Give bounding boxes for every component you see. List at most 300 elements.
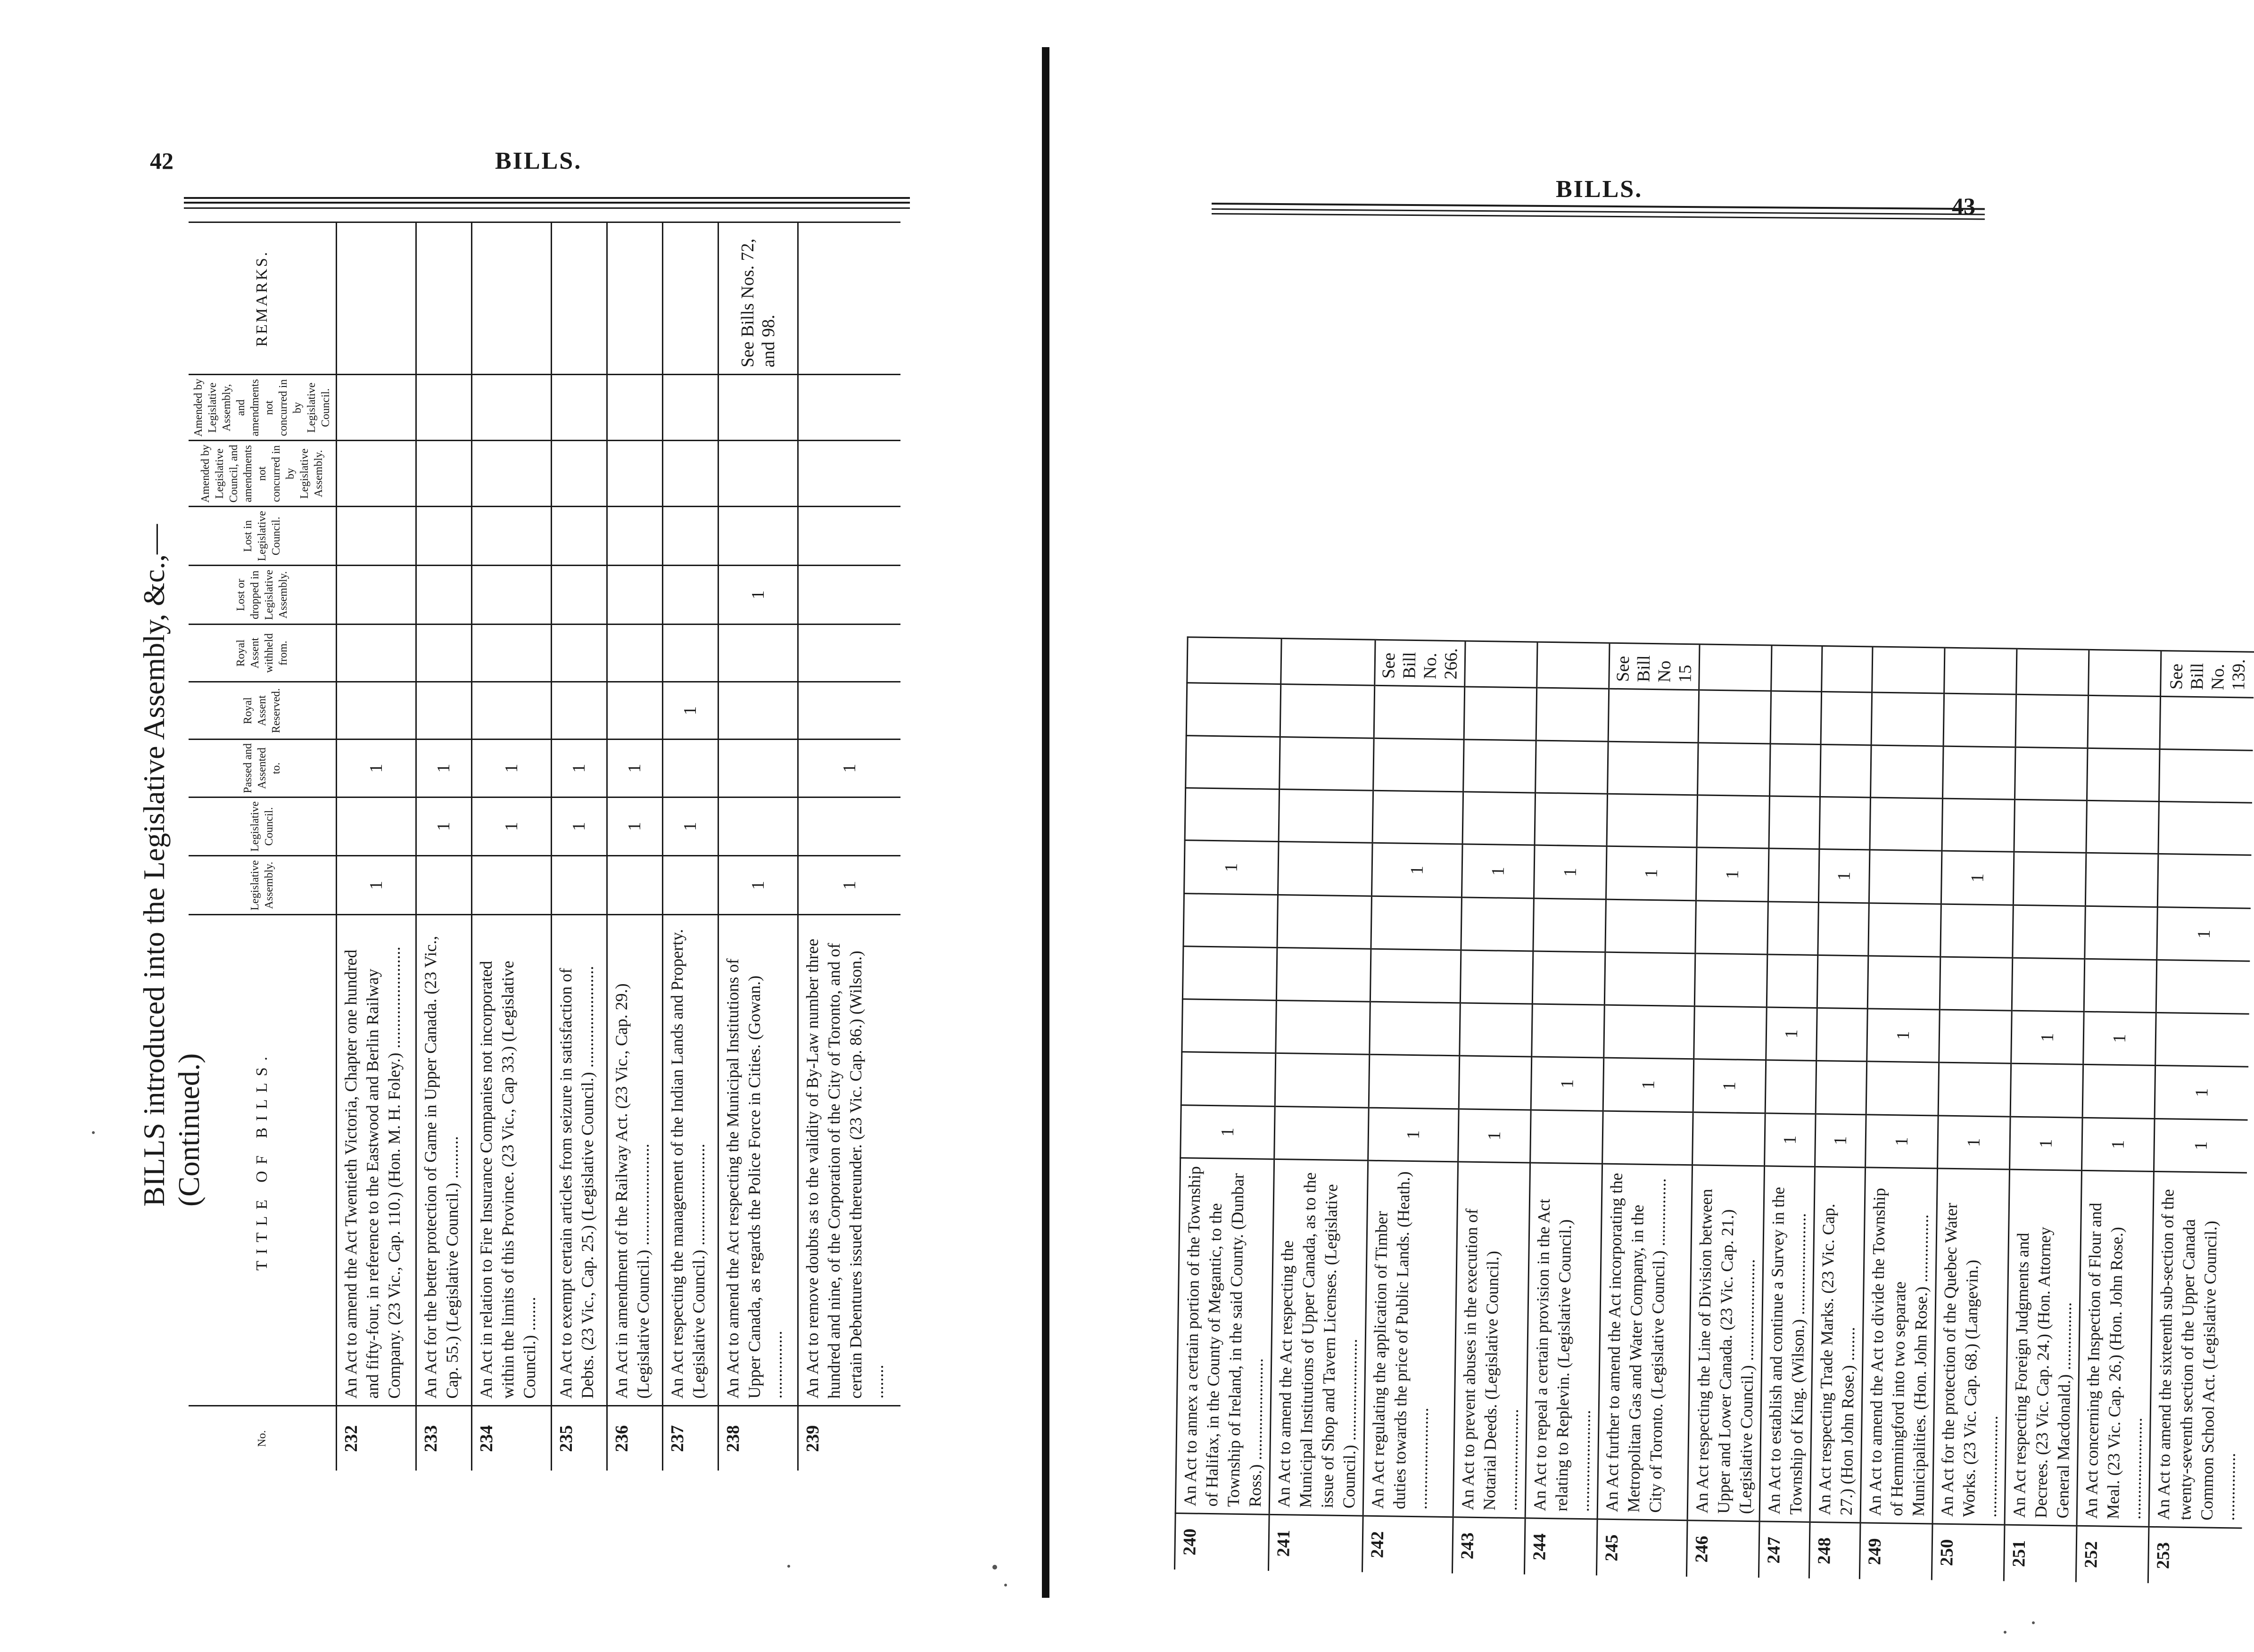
mark-assembly: 1 bbox=[2154, 1118, 2247, 1173]
mark-passed bbox=[718, 740, 798, 797]
mark-council bbox=[1866, 1061, 1939, 1116]
mark-lost-council bbox=[471, 507, 551, 566]
mark-assembly: 1 bbox=[1368, 1108, 1459, 1162]
bill-title: An Act to amend the Act Twentieth Victoria, Chapter one hundred and fifty-four, in reference to the Eastwood and Berlin Railway Company. (23 Vic., Cap. 110.) (Hon. M. H. Foley.) ........................ bbox=[337, 915, 416, 1406]
remarks: See Bill No. 266. bbox=[1375, 640, 1465, 687]
mark-lost-council bbox=[1607, 794, 1698, 847]
mark-withheld bbox=[2013, 905, 2086, 959]
table-row bbox=[718, 222, 798, 1471]
mark-reserved bbox=[1532, 951, 1605, 1004]
mark-assembly: 1 bbox=[2082, 1118, 2155, 1172]
bill-number: 238 bbox=[718, 1406, 798, 1471]
table-row bbox=[662, 222, 718, 1471]
header-rule bbox=[184, 207, 910, 209]
mark-amended-assembly bbox=[2160, 697, 2254, 750]
mark-reserved bbox=[2084, 959, 2157, 1012]
mark-lost-assembly bbox=[551, 566, 607, 625]
bill-number: 252 bbox=[2076, 1526, 2149, 1583]
bill-number: 242 bbox=[1362, 1516, 1453, 1573]
bills-table-left bbox=[189, 222, 900, 1471]
remarks bbox=[1537, 642, 1610, 689]
mark-passed: 1 bbox=[471, 740, 551, 797]
mark-passed bbox=[662, 740, 718, 797]
mark-reserved bbox=[1604, 953, 1695, 1006]
mark-assembly: 1 bbox=[1765, 1113, 1816, 1167]
mark-amended-council bbox=[1536, 740, 1609, 794]
mark-council: 1 bbox=[1693, 1059, 1766, 1113]
col-header-passed: Passed and Assented to. bbox=[189, 740, 337, 797]
mark-council: 1 bbox=[551, 797, 607, 856]
mark-amended-council bbox=[1373, 738, 1464, 792]
mark-withheld bbox=[1767, 902, 1819, 955]
mark-lost-council bbox=[1942, 798, 2015, 852]
mark-council bbox=[1275, 1053, 1370, 1108]
mark-amended-council bbox=[2087, 748, 2160, 801]
mark-amended-council bbox=[1280, 737, 1374, 790]
mark-assembly: 1 bbox=[1815, 1114, 1866, 1167]
bill-title: An Act respecting the Line of Division between Upper and Lower Canada. (23 Vic. Cap. 21.) (Legislative Council.) ........................ bbox=[1687, 1165, 1765, 1521]
mark-passed bbox=[1939, 1010, 2012, 1064]
mark-amended-assembly bbox=[798, 375, 900, 441]
mark-amended-assembly bbox=[718, 375, 798, 441]
bill-number: 237 bbox=[662, 1406, 718, 1471]
remarks: See Bills Nos. 72, and 98. bbox=[718, 222, 798, 375]
bill-number: 233 bbox=[416, 1406, 471, 1471]
mark-amended-council bbox=[662, 441, 718, 507]
mark-amended-assembly bbox=[2088, 696, 2161, 749]
bill-number: 239 bbox=[798, 1406, 900, 1471]
mark-passed: 1 bbox=[551, 740, 607, 797]
mark-amended-council bbox=[1871, 745, 1944, 798]
mark-amended-assembly bbox=[607, 375, 662, 441]
mark-lost-assembly bbox=[1278, 842, 1373, 896]
mark-amended-council bbox=[1463, 740, 1536, 793]
mark-amended-assembly bbox=[1871, 692, 1944, 746]
mark-amended-assembly bbox=[1770, 691, 1822, 745]
bill-number: 250 bbox=[1932, 1524, 2005, 1581]
mark-council bbox=[798, 797, 900, 856]
scan-speck bbox=[2032, 1621, 2035, 1624]
remarks bbox=[471, 222, 551, 375]
mark-passed bbox=[1604, 1005, 1695, 1059]
mark-lost-assembly bbox=[416, 566, 471, 625]
table-row bbox=[798, 222, 900, 1471]
mark-council bbox=[1369, 1054, 1460, 1109]
mark-lost-assembly bbox=[1768, 848, 1819, 902]
remarks bbox=[337, 222, 416, 375]
mark-council: 1 bbox=[1531, 1057, 1604, 1111]
remarks bbox=[662, 222, 718, 375]
col-header-remarks: REMARKS. bbox=[189, 222, 337, 375]
mark-amended-council bbox=[607, 441, 662, 507]
mark-lost-assembly bbox=[607, 566, 662, 625]
mark-assembly: 1 bbox=[798, 856, 900, 915]
mark-lost-council bbox=[2158, 802, 2252, 855]
scan-speck bbox=[787, 1565, 790, 1568]
mark-lost-assembly bbox=[798, 566, 900, 625]
mark-withheld bbox=[1818, 902, 1869, 956]
mark-amended-assembly bbox=[1464, 687, 1537, 740]
col-header-lost-assembly: Lost or dropped in Legislative Assembly. bbox=[189, 566, 337, 625]
mark-withheld bbox=[2085, 906, 2158, 960]
mark-passed bbox=[1182, 999, 1277, 1053]
table-row bbox=[1174, 637, 1281, 1571]
table-row bbox=[1268, 638, 1375, 1572]
mark-lost-council bbox=[1279, 789, 1373, 843]
remarks bbox=[2016, 649, 2089, 696]
mark-amended-assembly bbox=[1943, 694, 2016, 747]
table-row bbox=[2076, 649, 2161, 1583]
mark-amended-assembly bbox=[551, 375, 607, 441]
mark-council: 1 bbox=[1603, 1058, 1694, 1112]
bill-title: An Act to remove doubts as to the validity of By-Law number three hundred and nine, of the Corporation of the City of Toronto, and of certain Debentures issued thereunder. (23 Vic. Cap. 86.) (Wilson.) ........ bbox=[798, 915, 900, 1406]
mark-reserved bbox=[1817, 955, 1868, 1009]
mark-withheld bbox=[416, 625, 471, 682]
bill-number: 245 bbox=[1596, 1519, 1687, 1577]
mark-passed bbox=[1694, 1006, 1767, 1060]
mark-passed: 1 bbox=[607, 740, 662, 797]
mark-passed bbox=[1816, 1008, 1868, 1061]
table-row bbox=[1524, 642, 1610, 1575]
col-header-title: TITLE OF BILLS. bbox=[189, 915, 337, 1406]
table-row bbox=[1686, 644, 1772, 1578]
table-row bbox=[2148, 651, 2254, 1585]
bill-number: 241 bbox=[1268, 1515, 1363, 1572]
col-header-council: Legislative Council. bbox=[189, 797, 337, 856]
mark-lost-assembly bbox=[1869, 850, 1942, 904]
bill-title: An Act respecting Trade Marks. (23 Vic. Cap. 27.) (Hon John Rose.) ........ bbox=[1810, 1167, 1866, 1523]
col-header-assembly: Legislative Assembly. bbox=[189, 856, 337, 915]
mark-passed: 1 bbox=[2083, 1011, 2156, 1066]
mark-council bbox=[2010, 1063, 2083, 1118]
mark-assembly bbox=[1693, 1112, 1766, 1166]
page-number: 42 bbox=[150, 148, 173, 174]
mark-lost-council bbox=[2086, 800, 2159, 854]
bill-number: 244 bbox=[1524, 1518, 1597, 1575]
col-header-no: No. bbox=[189, 1406, 337, 1471]
bill-title: An Act concerning the Inspection of Flour and Meal. (23 Vic. Cap. 26.) (Hon. John Rose.) ........................ bbox=[2077, 1171, 2154, 1527]
mark-reserved bbox=[1276, 948, 1371, 1002]
mark-lost-council bbox=[1535, 793, 1608, 846]
mark-passed bbox=[2155, 1012, 2249, 1067]
mark-amended-council bbox=[1942, 746, 2015, 799]
mark-assembly: 1 bbox=[337, 856, 416, 915]
mark-amended-assembly bbox=[471, 375, 551, 441]
mark-amended-assembly bbox=[1698, 690, 1771, 743]
remarks: See Bill No. 139. bbox=[2161, 651, 2254, 698]
mark-lost-assembly bbox=[2085, 853, 2158, 907]
mark-passed: 1 bbox=[337, 740, 416, 797]
mark-reserved bbox=[2012, 958, 2085, 1011]
mark-withheld bbox=[718, 625, 798, 682]
mark-lost-council bbox=[1769, 796, 1820, 849]
mark-assembly bbox=[607, 856, 662, 915]
mark-council bbox=[1181, 1052, 1276, 1106]
mark-amended-assembly bbox=[337, 375, 416, 441]
bill-title: An Act for the better protection of Game in Upper Canada. (23 Vic., Cap. 55.) (Legislative Council.) .......... bbox=[416, 915, 471, 1406]
remarks bbox=[1771, 645, 1822, 692]
mark-reserved bbox=[718, 682, 798, 740]
mark-amended-council bbox=[2015, 747, 2088, 800]
mark-amended-council bbox=[1770, 744, 1821, 797]
mark-amended-council bbox=[2159, 749, 2253, 803]
mark-assembly: 1 bbox=[1938, 1116, 2011, 1170]
mark-amended-council bbox=[1698, 743, 1771, 796]
mark-passed: 1 bbox=[416, 740, 471, 797]
col-header-amended-council: Amended by Legislative Council, and amendments not concurred in by Legislative Assembly. bbox=[189, 441, 337, 507]
remarks bbox=[1944, 648, 2017, 695]
mark-reserved bbox=[1767, 954, 1818, 1008]
bill-title: An Act to exempt certain articles from seizure in satisfaction of Debts. (23 Vic., Cap. 25.) (Legislative Council.) ........................ bbox=[551, 915, 607, 1406]
bill-number: 248 bbox=[1809, 1522, 1860, 1579]
mark-assembly bbox=[1530, 1110, 1603, 1164]
mark-lost-council bbox=[718, 507, 798, 566]
running-head: BILLS. bbox=[495, 148, 582, 174]
mark-lost-assembly: 1 bbox=[1696, 847, 1769, 902]
mark-lost-council bbox=[2014, 799, 2087, 853]
table-row bbox=[337, 222, 416, 1471]
bill-number: 234 bbox=[471, 1406, 551, 1471]
mark-passed: 1 bbox=[2011, 1011, 2084, 1065]
bill-number: 247 bbox=[1759, 1521, 1810, 1578]
mark-withheld bbox=[1461, 897, 1534, 952]
mark-assembly: 1 bbox=[1181, 1105, 1275, 1159]
bills-table-right bbox=[1174, 636, 2254, 1584]
mark-amended-assembly bbox=[1280, 684, 1375, 738]
table-row bbox=[416, 222, 471, 1471]
mark-amended-council bbox=[1186, 736, 1280, 789]
page-spine bbox=[1042, 47, 1049, 1598]
mark-lost-assembly: 1 bbox=[1371, 843, 1462, 897]
mark-amended-council bbox=[471, 441, 551, 507]
mark-reserved bbox=[1940, 957, 2013, 1010]
table-row bbox=[1452, 641, 1537, 1574]
remarks bbox=[1281, 638, 1375, 685]
mark-passed: 1 bbox=[1766, 1007, 1817, 1061]
mark-lost-assembly: 1 bbox=[1184, 840, 1279, 895]
mark-lost-assembly: 1 bbox=[1606, 846, 1697, 900]
bill-title: An Act in amendment of the Railway Act. (23 Vic., Cap. 29.) (Legislative Council.) ........................ bbox=[607, 915, 662, 1406]
mark-amended-council bbox=[551, 441, 607, 507]
col-header-amended-assembly: Amended by Legislative Assembly, and amendments not concurred in by Legislative Council. bbox=[189, 375, 337, 441]
mark-lost-council bbox=[1462, 792, 1536, 845]
remarks bbox=[1872, 647, 1945, 694]
table-row bbox=[2004, 649, 2089, 1582]
mark-amended-council bbox=[337, 441, 416, 507]
bill-title: An Act to repeal a certain provision in the Act relating to Replevin. (Legislative Council.) ........................ bbox=[1525, 1163, 1602, 1519]
mark-council bbox=[1938, 1062, 2011, 1117]
mark-withheld bbox=[1605, 899, 1696, 953]
table-row bbox=[471, 222, 551, 1471]
mark-withheld bbox=[1533, 898, 1606, 953]
col-header-withheld: Royal Assent withheld from. bbox=[189, 625, 337, 682]
mark-lost-assembly bbox=[2157, 854, 2251, 908]
mark-lost-council bbox=[1185, 788, 1280, 842]
mark-council bbox=[718, 797, 798, 856]
remarks bbox=[1465, 641, 1537, 688]
bill-number: 249 bbox=[1859, 1523, 1932, 1580]
mark-assembly: 1 bbox=[1866, 1115, 1939, 1169]
mark-lost-council bbox=[607, 507, 662, 566]
mark-amended-assembly bbox=[2015, 695, 2089, 748]
col-header-lost-council: Lost in Legislative Council. bbox=[189, 507, 337, 566]
mark-reserved bbox=[607, 682, 662, 740]
bill-number: 251 bbox=[2004, 1525, 2077, 1582]
mark-amended-assembly bbox=[416, 375, 471, 441]
remarks bbox=[607, 222, 662, 375]
mark-reserved bbox=[416, 682, 471, 740]
mark-withheld bbox=[337, 625, 416, 682]
mark-passed: 1 bbox=[798, 740, 900, 797]
mark-passed: 1 bbox=[1867, 1009, 1940, 1063]
bill-number: 243 bbox=[1452, 1517, 1525, 1574]
bill-title: An Act further to amend the Act incorporating the Metropolitan Gas and Water Company, in the City of Toronto. (Legislative Council.) ................ bbox=[1597, 1164, 1693, 1520]
bill-title: An Act to amend the sixteenth sub-section of the twenty-seventh section of the Upper Canada Common School Act. (Legislative Council.) ................ bbox=[2149, 1172, 2247, 1529]
mark-reserved: 1 bbox=[662, 682, 718, 740]
mark-withheld bbox=[1695, 901, 1768, 955]
table-row bbox=[1596, 643, 1700, 1577]
table-row bbox=[551, 222, 607, 1471]
mark-amended-assembly bbox=[1186, 683, 1281, 737]
mark-amended-council bbox=[718, 441, 798, 507]
mark-withheld bbox=[662, 625, 718, 682]
mark-amended-assembly bbox=[1821, 692, 1872, 745]
mark-passed bbox=[1276, 1000, 1371, 1054]
bill-number: 236 bbox=[607, 1406, 662, 1471]
bill-title: An Act to annex a certain portion of the Township of Halifax, in the County of Megantic, to the Township of Ireland, in the said County. (Dunbar Ross.) ........................ bbox=[1175, 1158, 1274, 1515]
col-header-reserved: Royal Assent Reserved. bbox=[189, 682, 337, 740]
mark-assembly: 1 bbox=[718, 856, 798, 915]
mark-withheld bbox=[1940, 904, 2014, 958]
mark-assembly bbox=[471, 856, 551, 915]
mark-reserved bbox=[551, 682, 607, 740]
scan-speck bbox=[92, 1131, 95, 1134]
table-row bbox=[1932, 648, 2017, 1581]
mark-amended-assembly bbox=[1608, 689, 1699, 743]
remarks bbox=[2089, 649, 2161, 697]
mark-lost-assembly bbox=[337, 566, 416, 625]
mark-assembly: 1 bbox=[2010, 1117, 2083, 1171]
mark-reserved bbox=[1694, 953, 1767, 1007]
table-row bbox=[1859, 647, 1945, 1580]
mark-reserved bbox=[1867, 956, 1940, 1009]
bill-title: An Act to prevent abuses in the execution of Notarial Deeds. (Legislative Council.) ........................ bbox=[1453, 1162, 1530, 1518]
mark-assembly bbox=[416, 856, 471, 915]
mark-assembly bbox=[551, 856, 607, 915]
mark-lost-council bbox=[1870, 797, 1943, 851]
mark-withheld bbox=[1277, 895, 1372, 949]
bill-title: An Act to amend the Act to divide the Township of Hemmingford into two separate Municipalities. (Hon. John Rose.) ................ bbox=[1860, 1167, 1938, 1524]
remarks bbox=[798, 222, 900, 375]
running-head: BILLS. bbox=[1556, 176, 1643, 203]
mark-withheld bbox=[551, 625, 607, 682]
mark-council bbox=[337, 797, 416, 856]
mark-lost-assembly bbox=[662, 566, 718, 625]
remarks: See Bill No 15 bbox=[1609, 643, 1700, 690]
mark-lost-assembly: 1 bbox=[1941, 851, 2014, 905]
mark-amended-assembly bbox=[662, 375, 718, 441]
mark-withheld: 1 bbox=[2157, 907, 2251, 961]
remarks bbox=[416, 222, 471, 375]
bill-title: An Act respecting Foreign Judgments and Decrees. (23 Vic. Cap. 24.) (Hon. Attorney General Macdonald.) ................ bbox=[2005, 1169, 2082, 1526]
header-rule bbox=[184, 202, 910, 204]
mark-assembly: 1 bbox=[1458, 1109, 1531, 1163]
mark-lost-council bbox=[798, 507, 900, 566]
mark-lost-council bbox=[551, 507, 607, 566]
table-row bbox=[607, 222, 662, 1471]
mark-passed bbox=[1460, 1003, 1533, 1057]
bill-number: 232 bbox=[337, 1406, 416, 1471]
mark-lost-council bbox=[1697, 795, 1770, 848]
scan-speck bbox=[2004, 1631, 2006, 1634]
mark-withheld bbox=[1868, 903, 1941, 957]
mark-withheld bbox=[1371, 896, 1462, 950]
mark-amended-council bbox=[1820, 744, 1872, 797]
mark-passed bbox=[1532, 1004, 1605, 1058]
mark-amended-assembly bbox=[1374, 686, 1465, 740]
mark-amended-assembly bbox=[1536, 688, 1609, 741]
bill-number: 246 bbox=[1686, 1520, 1759, 1578]
mark-withheld bbox=[1183, 894, 1278, 948]
mark-assembly bbox=[662, 856, 718, 915]
bill-title: An Act for the protection of the Quebec Water Works. (23 Vic. Cap. 68.) (Langevin.) ........................ bbox=[1932, 1168, 2010, 1525]
mark-council: 1 bbox=[471, 797, 551, 856]
mark-lost-council bbox=[662, 507, 718, 566]
table-row bbox=[1362, 640, 1465, 1573]
bill-title: An Act in relation to Fire Insurance Companies not incorporated within the limits of this Province. (23 Vic., Cap 33.) (Legislative Council.) ........ bbox=[471, 915, 551, 1406]
remarks bbox=[551, 222, 607, 375]
mark-amended-council bbox=[1608, 741, 1699, 795]
mark-council: 1 bbox=[662, 797, 718, 856]
bill-title: An Act to amend the Act respecting the Municipal Institutions of Upper Canada, as regards the Police Force in Cities. (Gowan.) ................ bbox=[718, 915, 798, 1406]
table-caption: BILLS introduced into the Legislative Assembly, &c.,—(Continued.) bbox=[137, 524, 206, 1207]
mark-reserved bbox=[1370, 949, 1461, 1003]
mark-council bbox=[2082, 1064, 2155, 1118]
mark-council: 1 bbox=[416, 797, 471, 856]
bill-title: An Act respecting the management of the Indian Lands and Property. (Legislative Council.) ........................ bbox=[662, 915, 718, 1406]
mark-lost-assembly: 1 bbox=[1534, 845, 1607, 899]
scan-speck bbox=[992, 1565, 997, 1570]
mark-lost-council bbox=[1819, 797, 1871, 850]
page-number: 43 bbox=[1952, 193, 1975, 219]
mark-lost-assembly: 1 bbox=[1818, 849, 1870, 903]
remarks bbox=[1822, 646, 1873, 693]
mark-assembly bbox=[1602, 1111, 1693, 1165]
mark-reserved bbox=[337, 682, 416, 740]
mark-lost-assembly bbox=[2013, 852, 2086, 906]
mark-withheld bbox=[607, 625, 662, 682]
mark-council bbox=[1816, 1061, 1867, 1115]
bill-number: 240 bbox=[1174, 1513, 1269, 1571]
mark-council bbox=[1765, 1060, 1816, 1114]
mark-lost-council bbox=[337, 507, 416, 566]
remarks bbox=[1187, 637, 1281, 684]
mark-lost-assembly bbox=[471, 566, 551, 625]
bill-title: An Act to amend the Act respecting the Municipal Institutions of Upper Canada, as to the issue of Shop and Tavern Licenses. (Legislative Council.) ........................ bbox=[1269, 1159, 1368, 1516]
mark-lost-assembly: 1 bbox=[1461, 844, 1535, 898]
mark-reserved bbox=[2156, 960, 2250, 1014]
mark-council bbox=[1459, 1056, 1532, 1110]
mark-council: 1 bbox=[607, 797, 662, 856]
mark-lost-assembly: 1 bbox=[718, 566, 798, 625]
remarks bbox=[1699, 644, 1772, 691]
bill-title: An Act to establish and continue a Survey in the Township of King. (Wilson.) ........................ bbox=[1759, 1166, 1815, 1522]
mark-assembly bbox=[1274, 1106, 1369, 1160]
bill-title: An Act regulating the application of Timber duties towards the price of Public Lands. (Heath.) ........................ bbox=[1363, 1160, 1458, 1517]
mark-reserved bbox=[1182, 946, 1277, 1000]
scan-speck bbox=[1004, 1584, 1007, 1586]
mark-lost-council bbox=[416, 507, 471, 566]
